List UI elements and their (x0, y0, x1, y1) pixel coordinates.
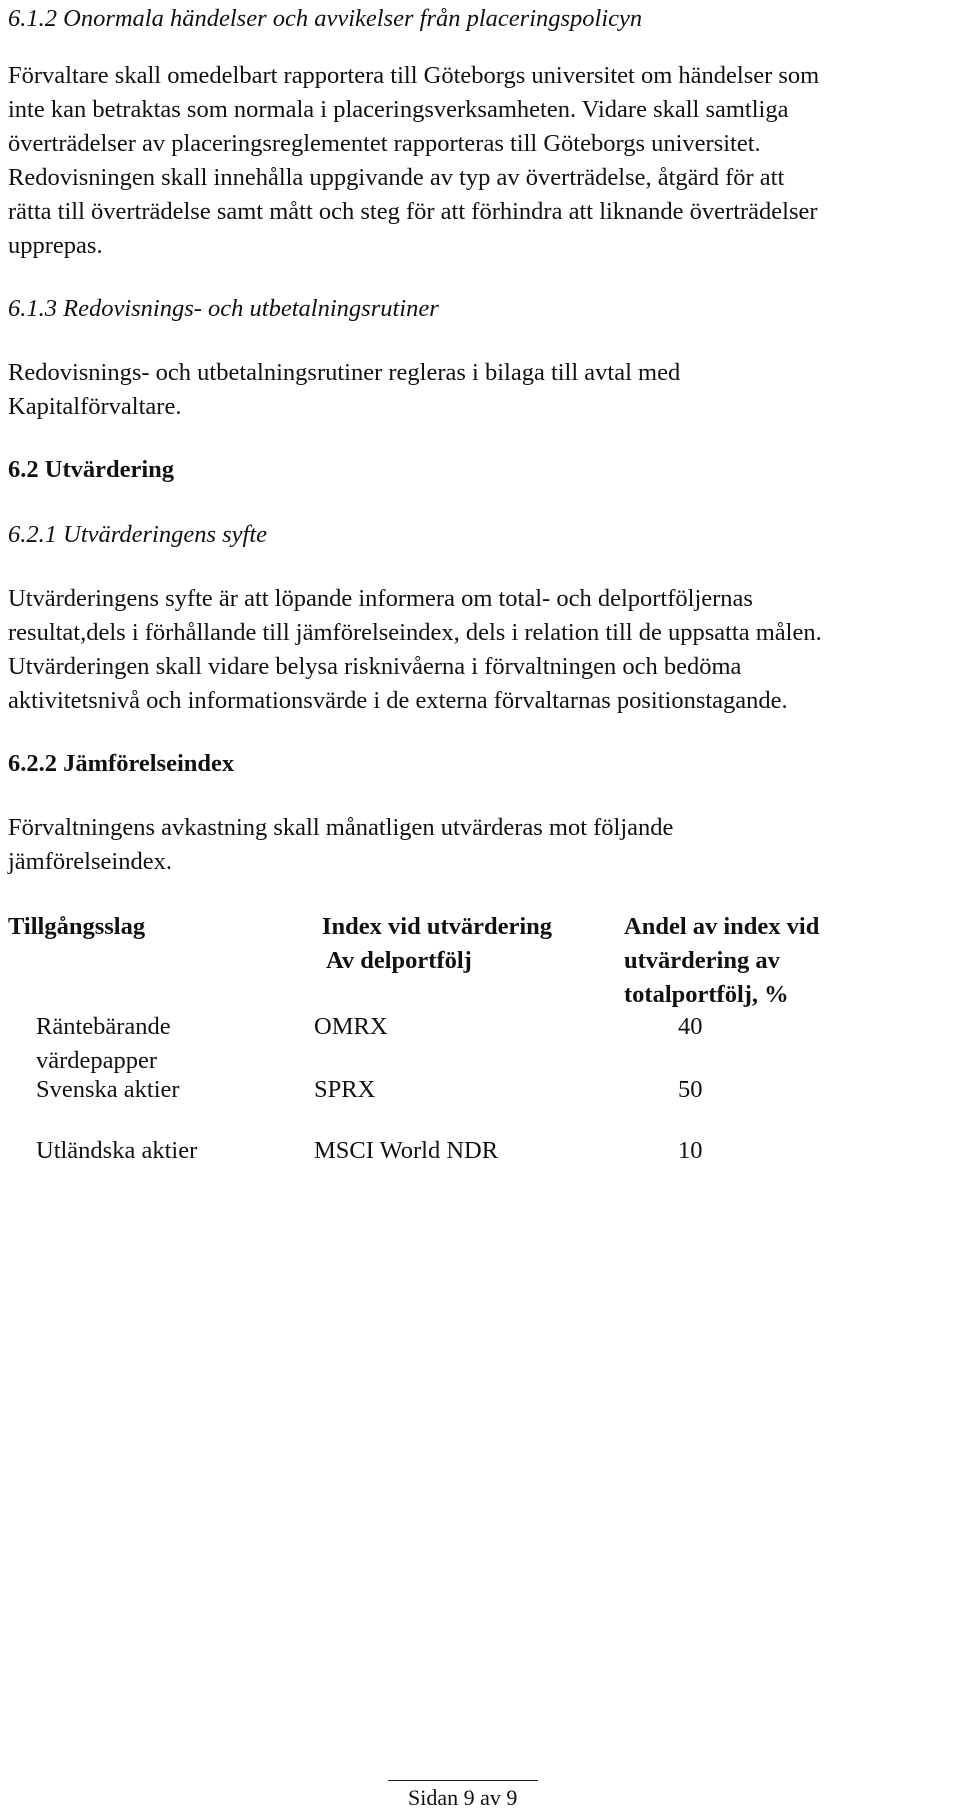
table-cell-asset-line2: värdepapper (36, 1047, 158, 1074)
paragraph-line: aktivitetsnivå och informationsvärde i de externa förvaltarnas positionstagande. (8, 687, 788, 714)
paragraph-line: Kapitalförvaltare. (8, 393, 182, 420)
table-header-share: Andel av index vid (624, 913, 820, 940)
paragraph-line: Redovisningen skall innehålla uppgivande av typ av överträdelse, åtgärd för att (8, 164, 785, 191)
paragraph-line: upprepas. (8, 232, 103, 259)
section-heading-6-1-2: 6.1.2 Onormala händelser och avvikelser från placeringspolicyn (8, 5, 643, 32)
table-cell-index: OMRX (314, 1013, 388, 1040)
paragraph-line: Förvaltare skall omedelbart rapportera till Göteborgs universitet om händelser som (8, 62, 820, 89)
table-header-share-line3: totalportfölj, % (624, 981, 789, 1008)
table-cell-share: 10 (678, 1137, 703, 1164)
table-cell-index: SPRX (314, 1076, 376, 1103)
paragraph-line: resultat,dels i förhållande till jämförelseindex, dels i relation till de uppsatta målen. (8, 619, 822, 646)
footer-divider (388, 1780, 538, 1781)
table-cell-share: 50 (678, 1076, 703, 1103)
table-cell-index: MSCI World NDR (314, 1137, 499, 1164)
paragraph-line: jämförelseindex. (8, 848, 172, 875)
paragraph-line: Redovisnings- och utbetalningsrutiner regleras i bilaga till avtal med (8, 359, 681, 386)
paragraph-line: Förvaltningens avkastning skall månatligen utvärderas mot följande (8, 814, 674, 841)
section-heading-6-2: 6.2 Utvärdering (8, 456, 175, 483)
table-header-index: Index vid utvärdering (322, 913, 553, 940)
table-header-asset-class: Tillgångsslag (8, 913, 146, 940)
paragraph-line: överträdelser av placeringsreglementet rapporteras till Göteborgs universitet. (8, 130, 761, 157)
table-header-share-line2: utvärdering av (624, 947, 780, 974)
table-cell-asset: Utländska aktier (36, 1137, 198, 1164)
table-cell-share: 40 (678, 1013, 703, 1040)
paragraph-line: rätta till överträdelse samt mått och steg för att förhindra att liknande överträdelser (8, 198, 818, 225)
table-header-index-line2: Av delportfölj (326, 947, 472, 974)
section-heading-6-1-3: 6.1.3 Redovisnings- och utbetalningsrutiner (8, 295, 439, 322)
table-cell-asset: Svenska aktier (36, 1076, 180, 1103)
section-heading-6-2-1: 6.2.1 Utvärderingens syfte (8, 521, 268, 548)
paragraph-line: Utvärderingens syfte är att löpande informera om total- och delportföljernas (8, 585, 753, 612)
paragraph-line: Utvärderingen skall vidare belysa risknivåerna i förvaltningen och bedöma (8, 653, 742, 680)
page-number: Sidan 9 av 9 (408, 1785, 518, 1810)
paragraph-line: inte kan betraktas som normala i placeringsverksamheten. Vidare skall samtliga (8, 96, 789, 123)
table-cell-asset: Räntebärande (36, 1013, 171, 1040)
section-heading-6-2-2: 6.2.2 Jämförelseindex (8, 750, 235, 777)
